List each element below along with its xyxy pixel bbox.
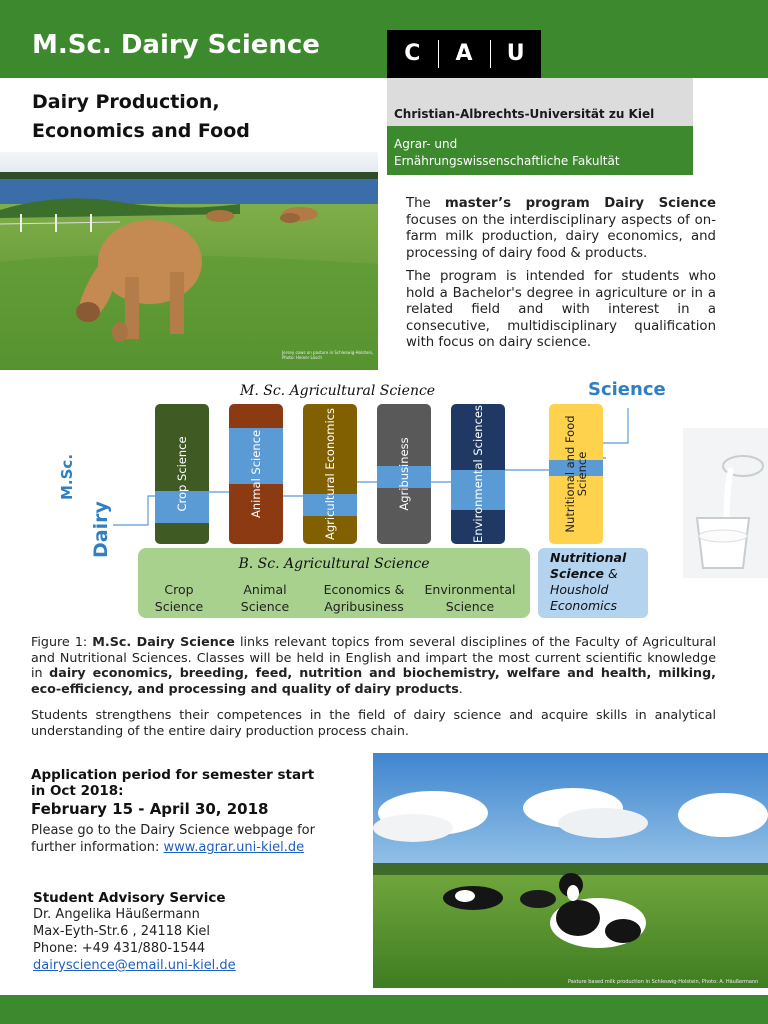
nut-line-4: Economics bbox=[550, 598, 618, 613]
advisory-address: Max-Eyth-Str.6 , 24118 Kiel bbox=[33, 924, 211, 939]
subtitle-line-1: Dairy Production, bbox=[32, 91, 220, 113]
caption-end: . bbox=[458, 680, 463, 696]
faculty-line-2: Ernährungswissenschaftliche Fakultät bbox=[394, 154, 620, 168]
advisory-email-link[interactable]: dairyscience@email.uni-kiel.de bbox=[33, 958, 236, 973]
subtitle-line-2: Economics and Food bbox=[32, 120, 250, 142]
nutritional-science-box bbox=[538, 548, 648, 618]
msc-label-vertical: M.Sc. bbox=[58, 453, 76, 500]
bsc-item-environmental: Environmental Science bbox=[424, 582, 516, 614]
msc-agricultural-science-label: M. Sc. Agricultural Science bbox=[240, 383, 436, 399]
advisory-title: Student Advisory Service bbox=[33, 890, 226, 906]
column-animal-science bbox=[229, 404, 283, 544]
nut-amp: & bbox=[603, 566, 618, 581]
nut-line-2: Science bbox=[550, 566, 604, 581]
photo-holstein-herd bbox=[373, 753, 768, 988]
nut-line-1: Nutritional bbox=[550, 550, 627, 565]
bottom-banner bbox=[0, 995, 768, 1024]
advisory-name: Dr. Angelika Häußermann bbox=[33, 907, 200, 922]
column-label: Nutritional and Food Science bbox=[562, 415, 589, 533]
faculty-line-1: Agrar- und bbox=[394, 137, 458, 151]
caption-middle: links relevant topics from several disciplines of the Faculty of Agricultural and Nutritional Sciences. Classes will be held in English and impart the most current scientific knowledge in bbox=[31, 634, 717, 681]
intro-paragraph-2: The program is intended for students who hold a Bachelor's degree in agriculture or in a related field and with interest in a consecutive, multidisciplinary qualification with focus on dairy science. bbox=[406, 269, 716, 350]
column-label: Animal Science bbox=[248, 429, 263, 519]
application-info bbox=[31, 822, 351, 856]
column-label: Crop Science bbox=[174, 436, 189, 512]
column-label: Environmental Sciences bbox=[470, 405, 485, 543]
milk-glass-illustration bbox=[683, 428, 768, 578]
column-crop-science bbox=[155, 404, 209, 544]
logo-letter-u: U bbox=[490, 40, 541, 68]
column-label: Agricultural Economics bbox=[322, 408, 337, 540]
column-label: Agribusiness bbox=[396, 437, 411, 511]
caption-topics: dairy economics, breeding, feed, nutrition and biochemistry, welfare and health, milking, eco-efficiency, and processing and quality of dairy products bbox=[31, 665, 716, 696]
bsc-agricultural-science-box bbox=[138, 548, 530, 618]
bsc-title: B. Sc. Agricultural Science bbox=[238, 556, 430, 572]
intro-program-name: master’s program Dairy Science bbox=[444, 196, 716, 211]
application-info-text: Please go to the Dairy Science webpage for further information: bbox=[31, 823, 315, 855]
caption-program: M.Sc. Dairy Science bbox=[92, 634, 235, 649]
intro-rest: focuses on the interdisciplinary aspects of on-farm milk production, dairy economics, and processing of dairy food & products. bbox=[406, 212, 716, 261]
webpage-link[interactable]: www.agrar.uni-kiel.de bbox=[163, 840, 305, 855]
students-paragraph: Students strengthens their competences in the field of dairy science and acquire skills in analytical understanding of the entire dairy production process chain. bbox=[31, 707, 716, 738]
photo-credit-bottom: Pasture based milk production in Schleswig-Holstein, Photo: A. Häußermann bbox=[568, 979, 759, 985]
science-label: Science bbox=[588, 379, 666, 400]
dairy-label-vertical: Dairy bbox=[90, 501, 112, 558]
university-name: Christian-Albrechts-Universität zu Kiel bbox=[394, 107, 655, 121]
intro-prefix: The bbox=[406, 196, 445, 211]
nutritional-science-text bbox=[550, 550, 646, 614]
logo-letter-c: C bbox=[404, 41, 421, 66]
nut-line-3: Houshold bbox=[550, 582, 609, 597]
figure-caption bbox=[31, 634, 716, 696]
application-dates: February 15 - April 30, 2018 bbox=[31, 800, 269, 818]
column-agribusiness bbox=[377, 404, 431, 544]
bsc-item-animal: Animal Science bbox=[240, 582, 290, 614]
advisory-email-line bbox=[33, 958, 236, 973]
caption-prefix: Figure 1: bbox=[31, 634, 93, 649]
application-title: Application period for semester start in Oct 2018: bbox=[31, 767, 315, 799]
page-title: M.Sc. Dairy Science bbox=[32, 30, 320, 60]
bsc-item-crop: Crop Science bbox=[154, 582, 204, 614]
column-agricultural-economics bbox=[303, 404, 357, 544]
column-environmental-sciences bbox=[451, 404, 505, 544]
bsc-item-economics: Economics & Agribusiness bbox=[323, 582, 405, 614]
column-nutritional-food-science bbox=[549, 404, 603, 544]
photo-credit-top: Jersey cows on pasture in Schleswig-Holstein, Photo: Heiner Lösch bbox=[282, 350, 374, 360]
advisory-phone: Phone: +49 431/880-1544 bbox=[33, 941, 206, 956]
logo-letter-a: A bbox=[438, 40, 489, 68]
